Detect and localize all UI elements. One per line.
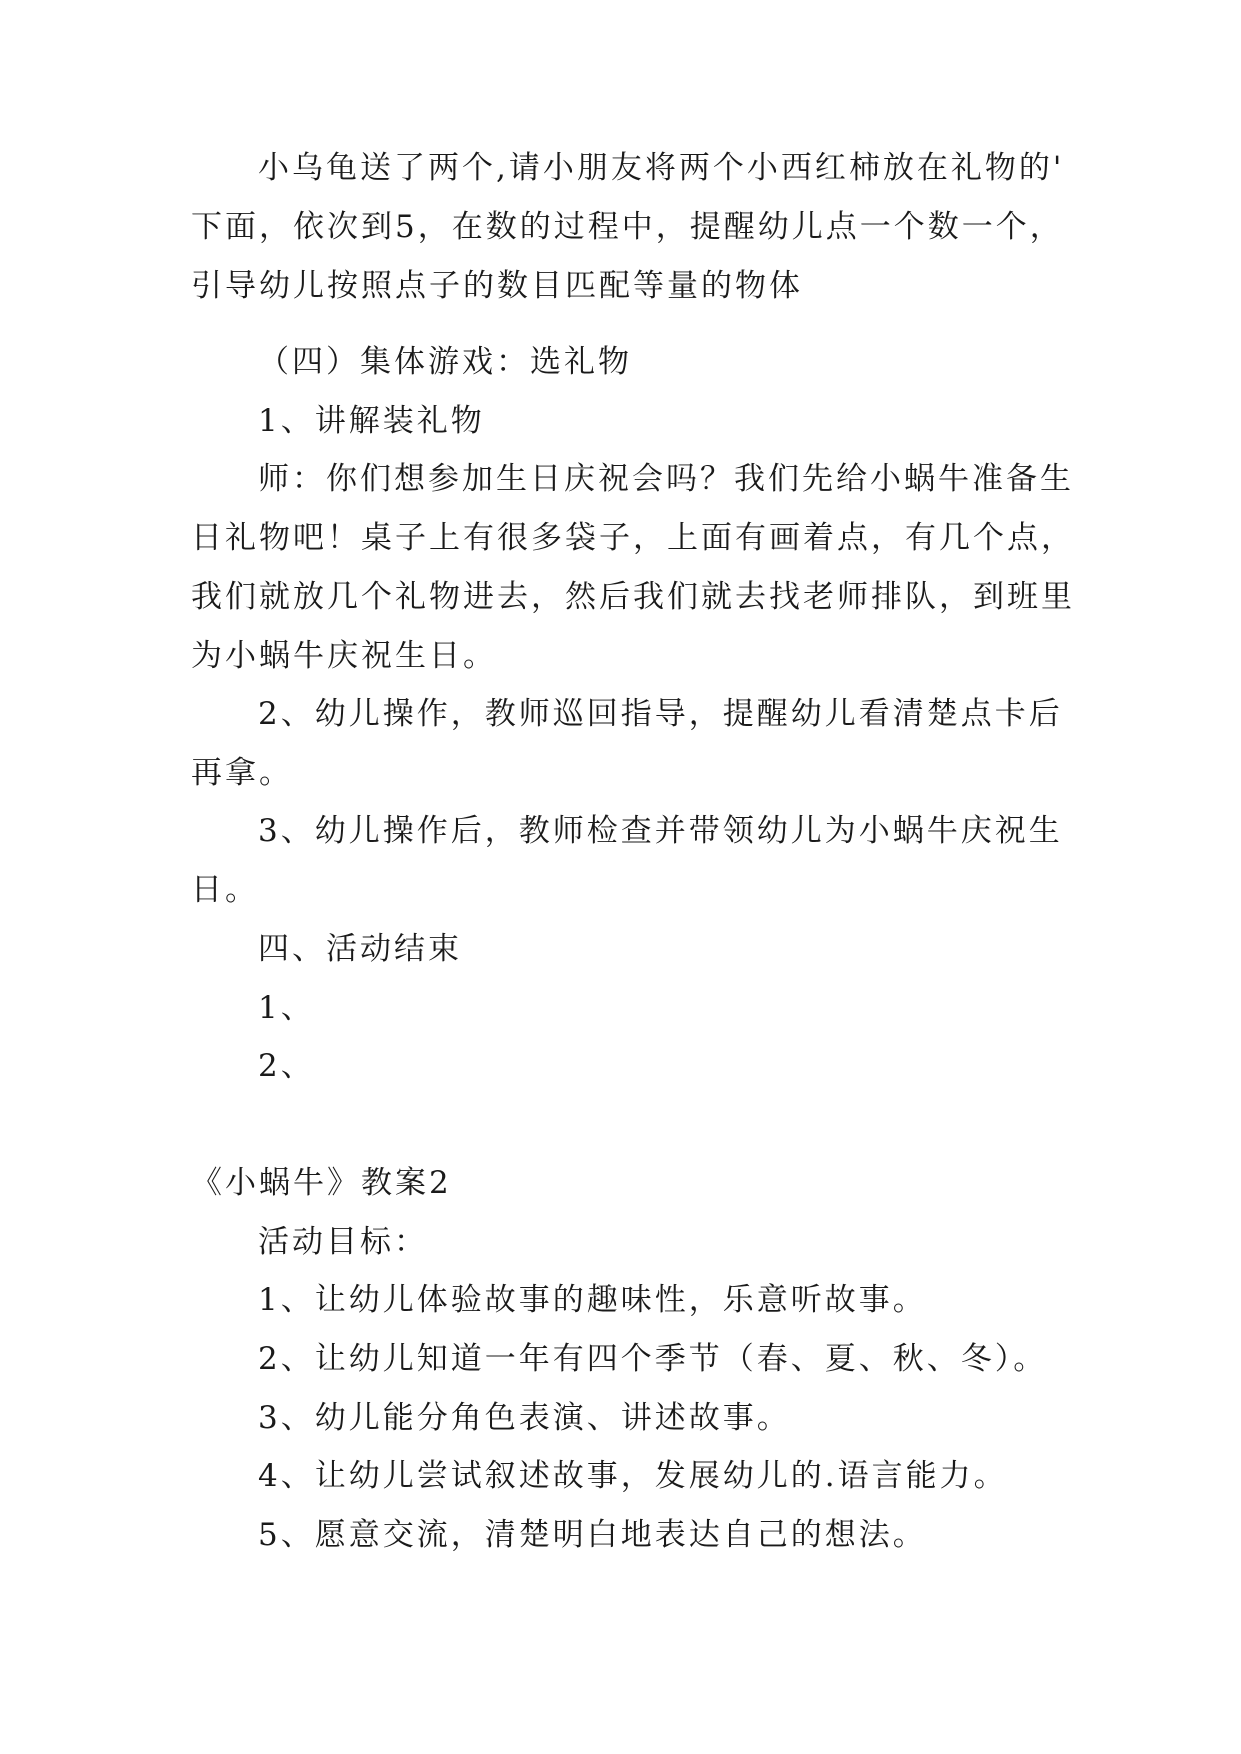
list-item: 2、让幼儿知道一年有四个季节（春、夏、秋、冬）。: [258, 1341, 1048, 1377]
section-heading: 四、活动结束: [258, 931, 462, 967]
list-item: 3、幼儿能分角色表演、讲述故事。: [258, 1400, 791, 1436]
text-line: 小乌龟送了两个,请小朋友将两个小西红柿放在礼物的': [258, 150, 1065, 186]
text-line: 再拿。: [191, 755, 293, 791]
text-line: 日礼物吧！桌子上有很多袋子，上面有画着点，有几个点，: [191, 520, 1075, 556]
list-item: 1、: [258, 990, 315, 1026]
list-item: 1、让幼儿体验故事的趣味性，乐意听故事。: [258, 1282, 927, 1318]
text-line: 2、幼儿操作，教师巡回指导，提醒幼儿看清楚点卡后: [258, 696, 1063, 732]
document-title: 《小蜗牛》教案2: [191, 1165, 452, 1201]
text-line: 3、幼儿操作后，教师检查并带领幼儿为小蜗牛庆祝生: [258, 813, 1063, 849]
text-line: 1、讲解装礼物: [258, 403, 485, 439]
list-item: 4、让幼儿尝试叙述故事，发展幼儿的.语言能力。: [258, 1458, 1008, 1494]
text-line: 我们就放几个礼物进去，然后我们就去找老师排队，到班里: [191, 579, 1075, 615]
text-line: 师：你们想参加生日庆祝会吗？我们先给小蜗牛准备生: [258, 461, 1074, 497]
text-line: 为小蜗牛庆祝生日。: [191, 638, 497, 674]
text-line: 引导幼儿按照点子的数目匹配等量的物体: [191, 268, 803, 304]
text-line: 日。: [191, 872, 259, 908]
section-heading: （四）集体游戏：选礼物: [258, 344, 632, 380]
text-line: 下面，依次到5，在数的过程中，提醒幼儿点一个数一个，: [191, 209, 1064, 245]
list-item: 5、愿意交流，清楚明白地表达自己的想法。: [258, 1517, 927, 1553]
section-heading: 活动目标：: [258, 1224, 428, 1260]
list-item: 2、: [258, 1048, 315, 1084]
